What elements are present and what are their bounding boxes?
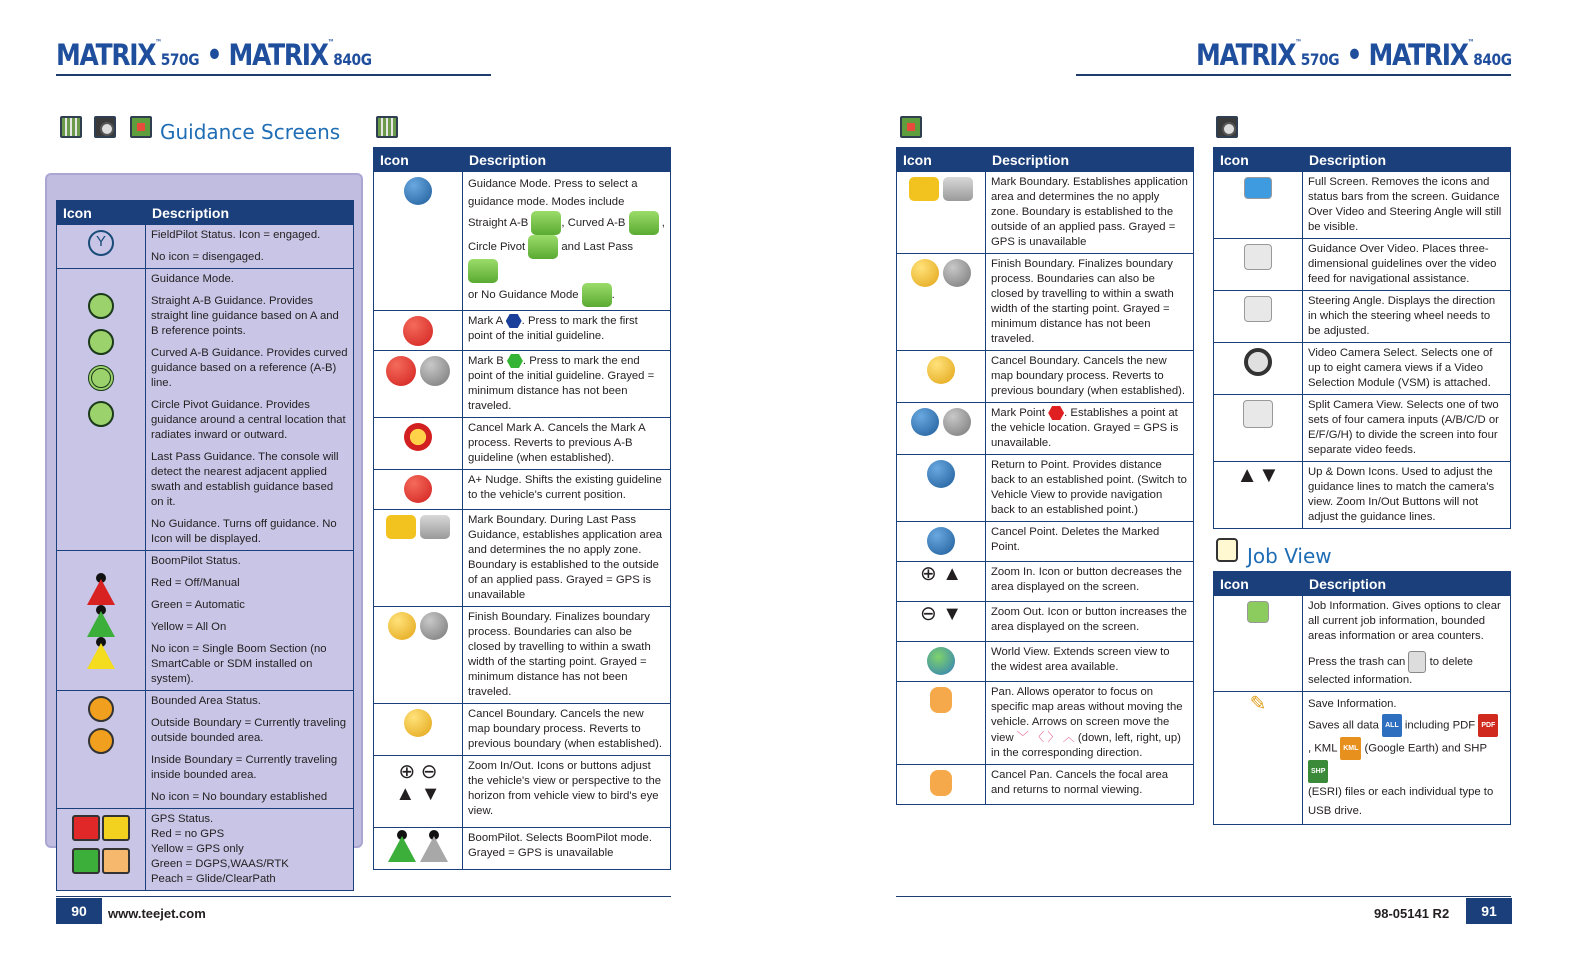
- cancel-mark-a-icon[interactable]: [404, 423, 432, 451]
- mark-point-icon[interactable]: [911, 408, 939, 436]
- zoom-down-button-icon[interactable]: ▼: [420, 783, 441, 805]
- camera-screen-icon: [94, 116, 116, 138]
- circle-pivot-icon: [88, 365, 114, 391]
- steering-angle-icon[interactable]: [1244, 296, 1272, 322]
- mark-a-hexagon-icon: [506, 314, 522, 328]
- map-finish-boundary-icon[interactable]: [911, 259, 939, 287]
- fieldpilot-icon: Y: [88, 230, 114, 256]
- gps-peach-icon: [102, 848, 130, 874]
- map-cancel-boundary-icon[interactable]: [927, 356, 955, 384]
- kml-file-icon: KML: [1340, 737, 1361, 760]
- guidance-table: Icon Description Guidance Mode. Press to select a guidance mode. Modes include Straight A-B , Curved A-B , Circle Pivot and Last Pass or No Guidance Mode . Mark A . Press to mark the first point of the initial guideline. Mark B . Press to mark the end point of the initial guideline. Grayed = minimum distance has not been traveled. Cancel Mark A. Cancels the Mark A process. Reverts to previous A-B guideline (when established). A+ Nudge. Shifts the existing guideline to the vehicle's current position. Mark Boundary. During Last Pass Guidance, establishes application area and determines the no apply zone. Boundary is established to the outside of an applied pass. Grayed = GPS is unavailable Finish Boundary. Finalizes boundary process. Boundaries can also be closed by travelling to within a swath width of the starting point. Grayed = minimum distance has not been traveled. Cancel Boundary. Cancels the new map boundary process. Reverts to previous boundary (when established). ⊕ ⊖ ▲ ▼ Zoom In/Out. Icons or buttons adjust the vehicle's view or perspective to the horizon from vehicle view to bird's eye view. BoomPilot. Selects BoomPilot mode. Grayed = GPS is unavailable: [373, 147, 671, 870]
- website: www.teejet.com: [108, 906, 206, 921]
- all-file-icon: ALL: [1382, 714, 1402, 737]
- down-icon[interactable]: ▼: [1258, 462, 1280, 487]
- return-to-point-icon[interactable]: [927, 460, 955, 488]
- full-screen-icon[interactable]: [1244, 177, 1272, 199]
- mark-point-grayed-icon: [943, 408, 971, 436]
- pdf-file-icon: PDF: [1478, 714, 1498, 737]
- job-view-icon: [1216, 538, 1238, 562]
- status-table: Icon Description Y FieldPilot Status. Icon = engaged. No icon = disengaged. Guidance Mode. Straight A-B Guidance. Provides straight line guidance based on A and B reference points. Curved A-B Guidance. Provides curved guidance based on a reference (A-B) line. Circle Pivot Guidance. Provides guidance around a central location that radiates inward or outward. Last Pass Guidance. The console will detect the nearest adjacent applied swath and establish guidance based on it. No Guidance. Turns off guidance. No Icon will be displayed. BoomPilot Status. Red = Off/Manual Green = Automatic Yellow = All On No icon = Single Boom Section (no SmartCable or SDM installed on system). Bounded Area Status. Outside Boundary = Currently traveling outside bounded area. Inside Boundary = Currently traveling inside bounded area. No icon = No boundary established GPS Status. Red = no GPS Yellow = GPS only Green = DGPS,WAAS/RTK Peach = Glide/ClearPath: [56, 200, 354, 891]
- up-icon[interactable]: ▲: [1236, 462, 1258, 487]
- zoom-in-icon[interactable]: ⊕: [398, 761, 416, 783]
- boom-yellow-icon: [87, 637, 115, 669]
- last-pass-icon: [88, 401, 114, 427]
- gps-green-icon: [72, 848, 100, 874]
- last-pass-chip: [468, 259, 498, 283]
- boom-green-icon: [87, 605, 115, 637]
- camera-table: Icon Description Full Screen. Removes the icons and status bars from the screen. Guidance Over Video and Steering Angle will still be visible. Guidance Over Video. Places three-dimensional guidelines over the video feed for navigational assistance. Steering Angle. Displays the direction in which the steering wheel needs to be adjusted. Video Camera Select. Selects one of up to eight camera views if a Video Selection Module (VSM) is attached. Split Camera View. Selects one of two sets of four camera inputs (A/B/C/D or E/F/G/H) to divide the screen into four separate video feeds. ▲▼ Up & Down Icons. Used to adjust the guidance lines to match the camera's view. Zoom In/Out Buttons will not adjust the guidance lines.: [1213, 147, 1511, 529]
- mark-b-icon[interactable]: [386, 356, 416, 386]
- map-zoom-out-button-icon[interactable]: ▼: [942, 603, 963, 625]
- cancel-boundary-icon[interactable]: [404, 709, 432, 737]
- mark-b-grayed-icon: [420, 356, 450, 386]
- boompilot-icon[interactable]: [388, 830, 416, 862]
- header-rule-right: [1076, 74, 1511, 76]
- doc-number: 98-05141 R2: [1374, 906, 1450, 921]
- camera-screen-icon-2: [1216, 116, 1238, 138]
- finish-boundary-icon[interactable]: [388, 612, 416, 640]
- curved-ab-icon: [88, 329, 114, 355]
- page-number-left: 90: [56, 898, 102, 924]
- map-mark-boundary-grayed-icon: [943, 177, 973, 201]
- map-zoom-in-button-icon[interactable]: ▲: [942, 563, 963, 585]
- mark-b-hexagon-icon: [507, 354, 523, 368]
- zoom-up-button-icon[interactable]: ▲: [395, 783, 416, 805]
- map-mark-boundary-icon[interactable]: [909, 177, 939, 201]
- shp-file-icon: SHP: [1308, 760, 1328, 783]
- finish-boundary-grayed-icon: [420, 612, 448, 640]
- brand-logo-left: MATRIX™570G • MATRIX™840G: [56, 38, 372, 72]
- outside-boundary-icon: [88, 696, 114, 722]
- map-table: Icon Description Mark Boundary. Establishes application area and determines the no apply zone. Boundary is established to the outside of an applied pass. Grayed = GPS is unavailable Finish Boundary. Finalizes boundary process. Boundaries can also be closed by travelling to within a swath width of the starting point. Grayed = minimum distance has not been traveled. Cancel Boundary. Cancels the new map boundary process. Reverts to previous boundary (when established). Mark Point . Establishes a point at the vehicle location. Grayed = GPS is unavailable. Return to Point. Provides distance back to an established point. (Switch to Vehicle View to provide navigation back to an established point.) Cancel Point. Deletes the Marked Point. ⊕ ▲ Zoom In. Icon or button decreases the area displayed on the screen. ⊖ ▼ Zoom Out. Icon or button increases the area displayed on the screen. World View. Extends screen view to the widest area available. Pan. Allows operator to focus on specific map areas without moving the vehicle. Arrows on screen move the view ﹀ 〈 〉 ︿ (down, left, right, up) in the corresponding direction. Cancel Pan. Cancels the focal area and returns to normal viewing.: [896, 147, 1194, 805]
- cancel-pan-icon[interactable]: [930, 770, 952, 796]
- footer-rule-right: [896, 896, 1511, 897]
- header-rule-left: [56, 74, 491, 76]
- guidance-mode-icon[interactable]: [404, 177, 432, 205]
- footer-rule-left: [56, 896, 671, 897]
- page-number-right: 91: [1466, 898, 1512, 924]
- split-camera-icon[interactable]: [1243, 400, 1273, 428]
- mark-boundary-icon[interactable]: [386, 515, 416, 539]
- map-zoom-in-icon[interactable]: ⊕: [919, 563, 937, 585]
- map-screen-icon: [130, 116, 152, 138]
- pan-arrows-icon: ﹀ 〈 〉 ︿: [1016, 730, 1075, 744]
- no-guidance-chip: [582, 283, 612, 307]
- cancel-point-icon[interactable]: [927, 527, 955, 555]
- a-plus-nudge-icon[interactable]: [404, 475, 432, 503]
- straight-ab-icon: [88, 293, 114, 319]
- section-title-guidance: Guidance Screens: [160, 120, 341, 144]
- section-title-job: Job View: [1247, 544, 1332, 568]
- map-finish-boundary-grayed-icon: [943, 259, 971, 287]
- boompilot-grayed-icon: [420, 830, 448, 862]
- map-zoom-out-icon[interactable]: ⊖: [919, 603, 937, 625]
- mark-a-icon[interactable]: [403, 316, 433, 346]
- zoom-out-icon[interactable]: ⊖: [420, 761, 438, 783]
- circle-pivot-chip: [528, 235, 558, 259]
- curved-ab-chip: [629, 211, 659, 235]
- mark-point-hexagon-icon: [1048, 406, 1064, 420]
- save-information-icon[interactable]: ✎: [1249, 693, 1267, 715]
- brand-logo-right: MATRIX™570G • MATRIX™840G: [1196, 38, 1512, 72]
- guidance-screen-icon-2: [376, 116, 398, 138]
- gps-red-icon: [72, 815, 100, 841]
- guidance-screen-icon: [60, 116, 82, 138]
- job-table: Icon Description Job Information. Gives options to clear all current job information, bounded areas information or area counters. Press the trash can to delete selected information. ✎ Save Information. Saves all data ALL including PDF PDF , KML KML (Google Earth) and SHP SHP (ESRI) files or each individual type to USB drive.: [1213, 571, 1511, 825]
- mark-boundary-grayed-icon: [420, 515, 450, 539]
- video-camera-select-icon[interactable]: [1244, 348, 1272, 376]
- map-screen-icon-2: [900, 116, 922, 138]
- straight-ab-chip: [531, 211, 561, 235]
- col-icon: Icon: [57, 201, 146, 225]
- gps-yellow-icon: [102, 815, 130, 841]
- inside-boundary-icon: [88, 728, 114, 754]
- guidance-over-video-icon[interactable]: [1244, 244, 1272, 270]
- col-description: Description: [146, 201, 354, 225]
- trash-can-icon: [1408, 651, 1426, 673]
- pan-hand-icon[interactable]: [930, 687, 952, 713]
- boom-red-icon: [87, 573, 115, 605]
- job-information-icon[interactable]: [1247, 601, 1269, 623]
- world-view-icon[interactable]: [927, 647, 955, 675]
